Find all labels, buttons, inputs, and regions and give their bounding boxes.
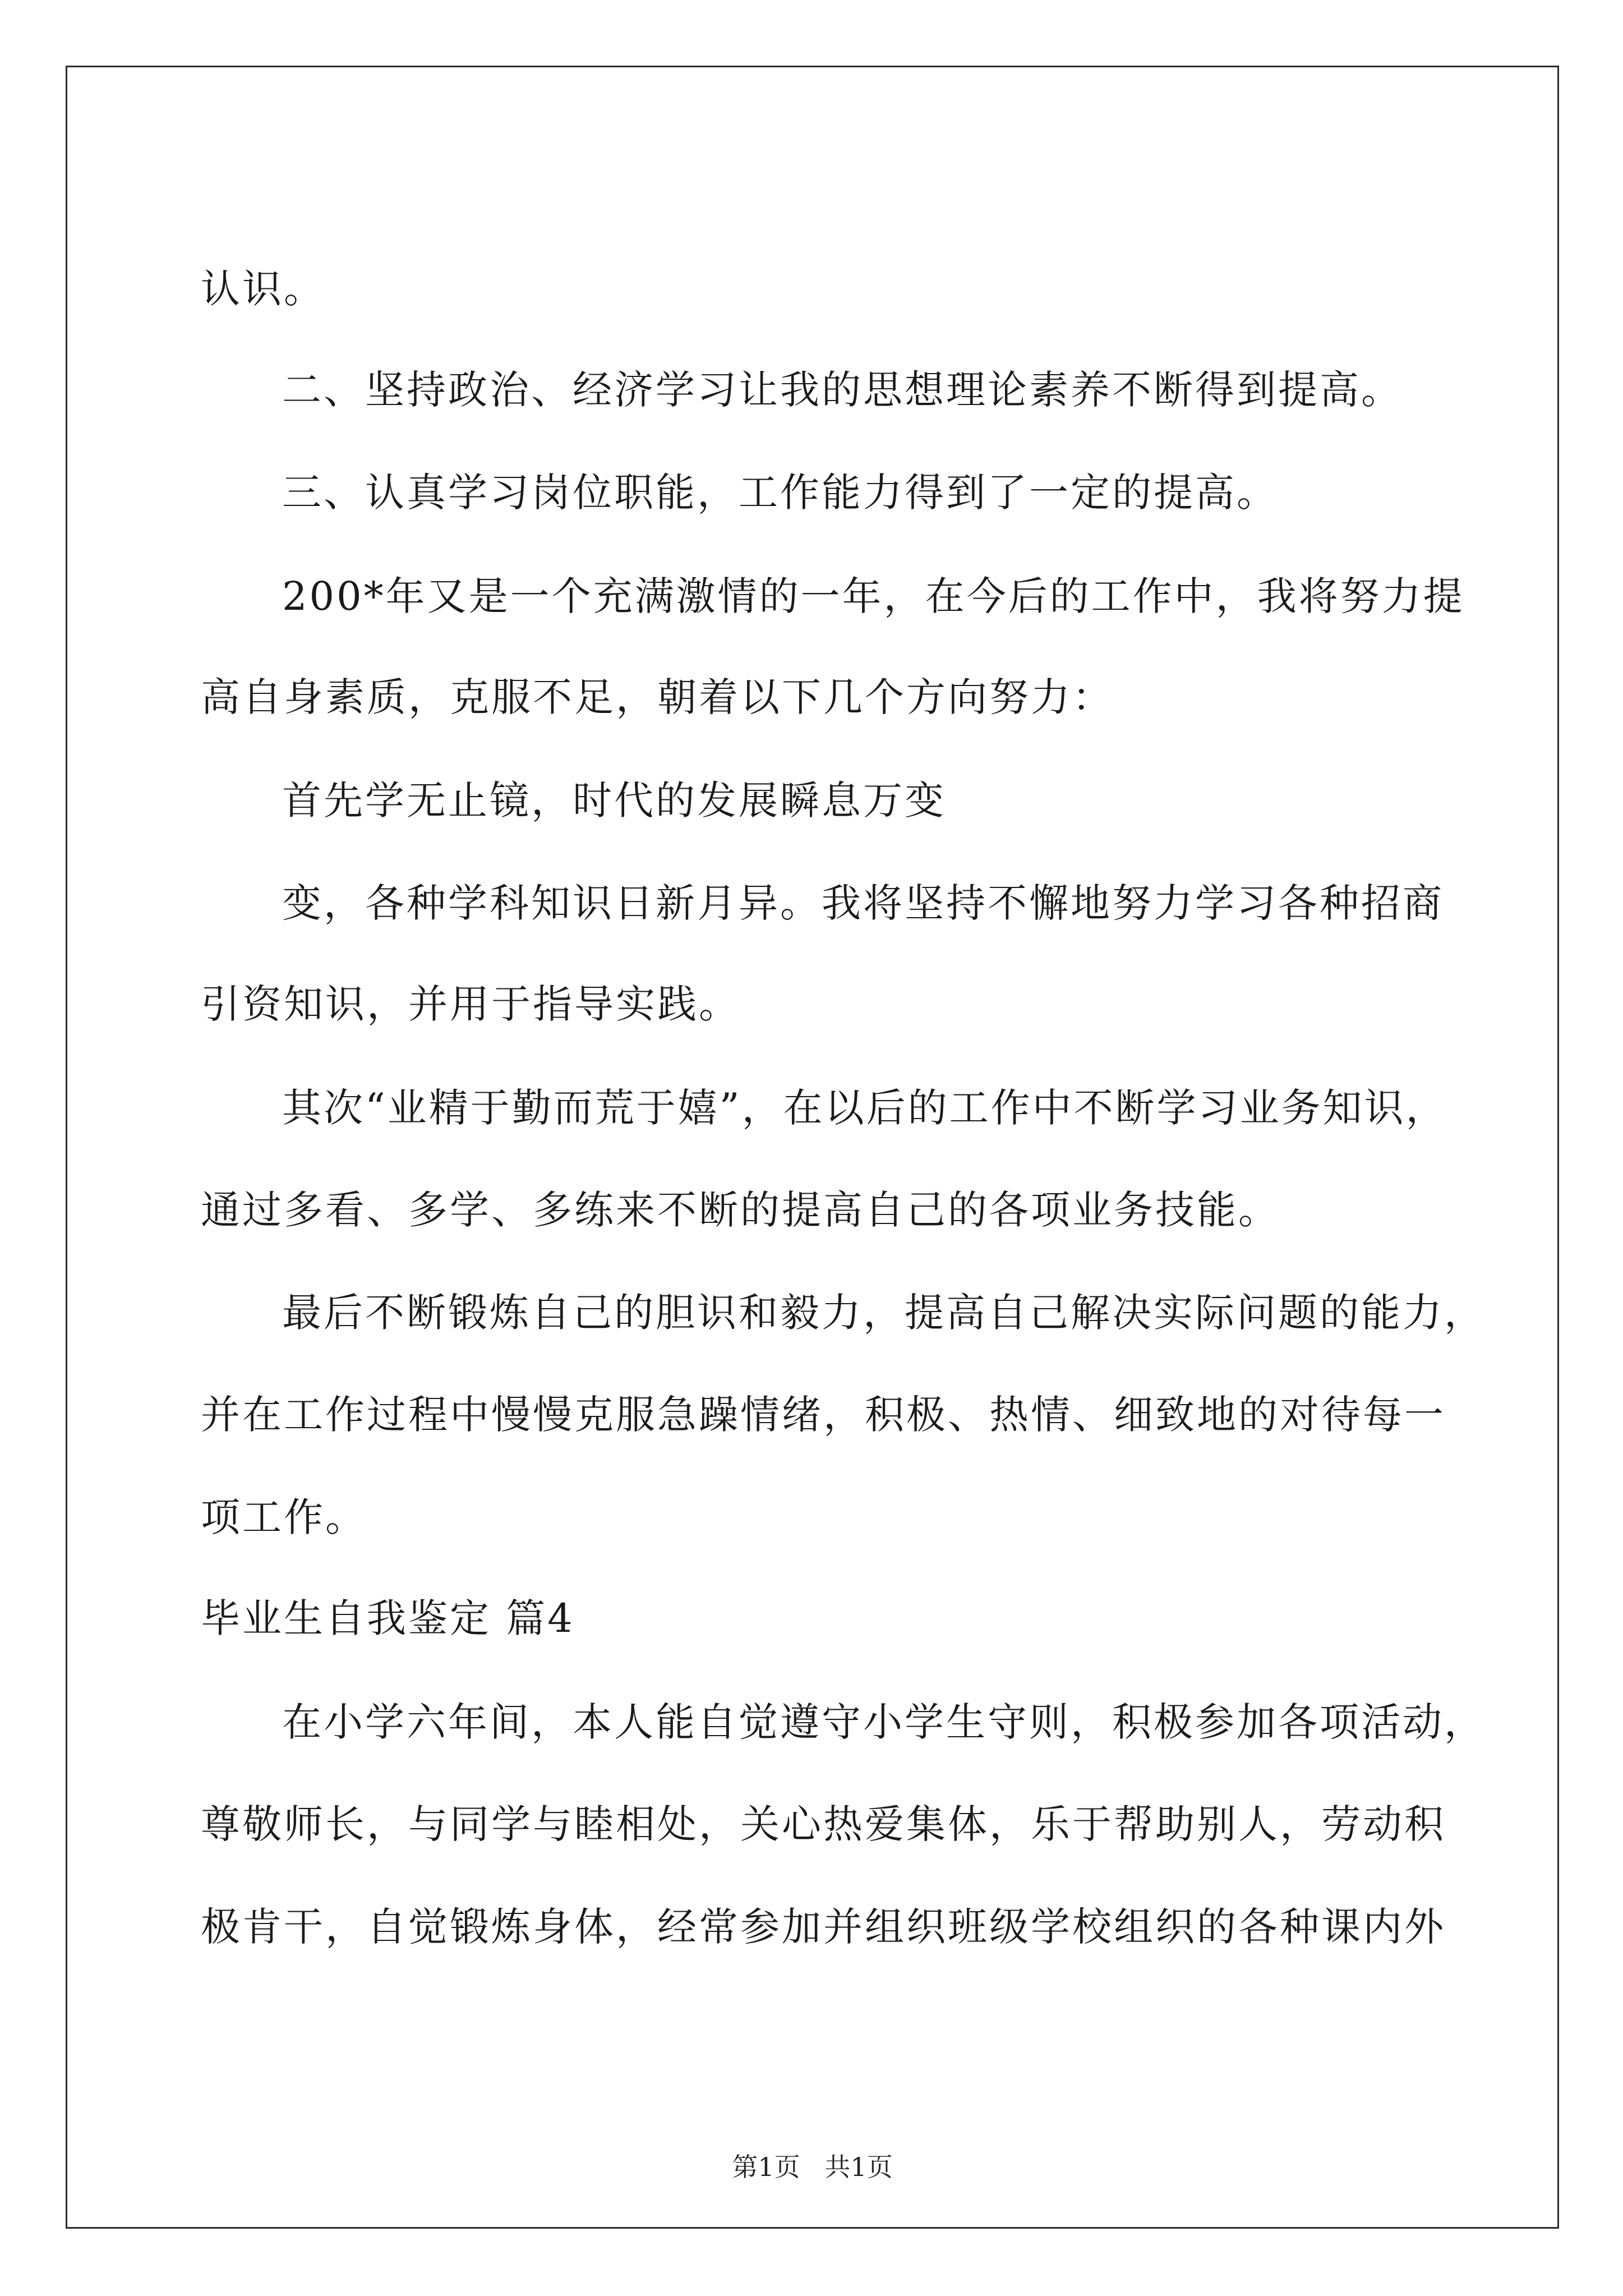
- text-line: 高自身素质，克服不足，朝着以下几个方向努力：: [201, 674, 1114, 720]
- text-line: 通过多看、多学、多练来不断的提高自己的各项业务技能。: [201, 1187, 1280, 1233]
- text-line: 项工作。: [201, 1494, 367, 1540]
- text-line: 尊敬师长，与同学与睦相处，关心热爱集体，乐于帮助别人，劳动积: [201, 1801, 1446, 1847]
- text-line: 二、坚持政治、经济学习让我的思想理论素养不断得到提高。: [282, 367, 1403, 413]
- text-line: 三、认真学习岗位职能，工作能力得到了一定的提高。: [282, 470, 1278, 516]
- page-frame: [66, 66, 1559, 2229]
- text-line: 极肯干，自觉锻炼身体，经常参加并组织班级学校组织的各种课内外: [201, 1904, 1446, 1950]
- text-line: 引资知识，并用于指导实践。: [201, 981, 740, 1027]
- text-line: 200*年又是一个充满激情的一年，在今后的工作中，我将努力提: [282, 573, 1465, 619]
- text-line: 变，各种学科知识日新月异。我将坚持不懈地努力学习各种招商: [282, 880, 1444, 926]
- text-line: 并在工作过程中慢慢克服急躁情绪，积极、热情、细致地的对待每一: [201, 1392, 1446, 1438]
- section-heading: 毕业生自我鉴定 篇4: [201, 1595, 575, 1641]
- text-line: 在小学六年间，本人能自觉遵守小学生守则，积极参加各项活动，: [282, 1699, 1486, 1745]
- page-number: 第1页 共1页: [732, 2152, 893, 2182]
- text-line: 其次“业精于勤而荒于嬉”，在以后的工作中不断学习业务知识，: [282, 1085, 1447, 1131]
- text-line: 认识。: [201, 266, 325, 312]
- text-line: 首先学无止镜，时代的发展瞬息万变: [282, 777, 946, 823]
- text-line: 最后不断锻炼自己的胆识和毅力，提高自己解决实际问题的能力，: [282, 1290, 1486, 1336]
